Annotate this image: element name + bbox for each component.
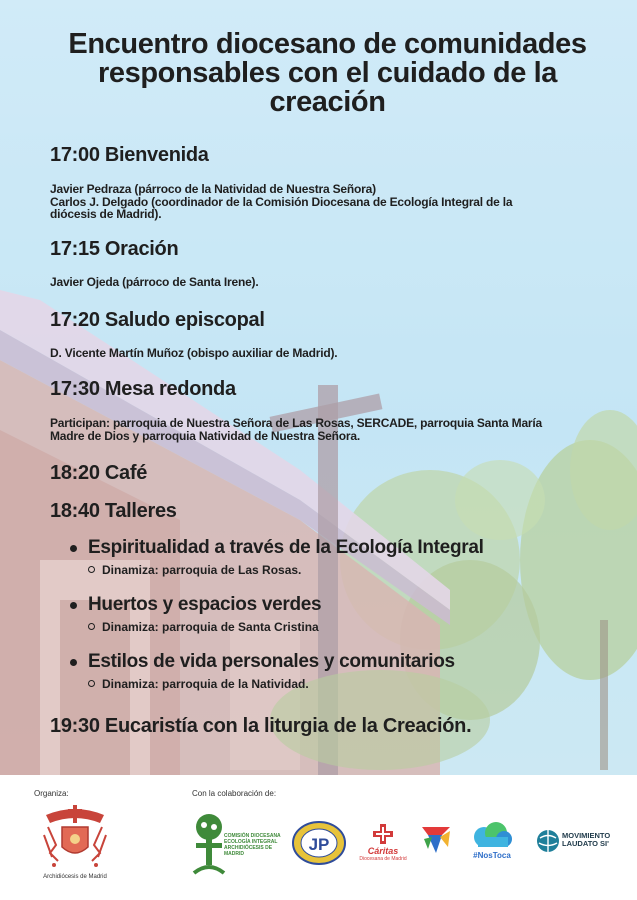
caritas-subtitle: Diocesana de Madrid [359,856,407,862]
taller-dinamiza: Dinamiza: parroquia de Santa Cristina [70,620,590,634]
organiza-label: Organiza: [34,789,69,798]
taller-name: Espiritualidad a través de la Ecología Integral [70,538,590,558]
agenda-item [50,378,610,442]
comision-line: COMISIÓN DIOCESANA [224,833,281,839]
taller-item [70,595,590,634]
agenda-item [50,309,610,360]
agenda-detail [50,183,610,221]
mls-line: MOVIMIENTO [562,831,611,840]
event-title [40,30,615,117]
agenda-detail [50,347,610,360]
detail-line: Javier Ojeda (párroco de Santa Irene). [50,275,259,289]
agenda-item [50,144,610,221]
agenda-time: 17:30 Mesa redonda [50,378,236,400]
jp-text: JP [308,835,330,854]
agenda-time: 17:00 Bienvenida [50,144,209,166]
taller-item [70,538,590,577]
taller-item [70,652,590,691]
agenda-detail [50,417,610,442]
agenda-time: 17:20 Saludo episcopal [50,309,265,331]
comision-line: ECOLOGÍA INTEGRAL [224,839,278,845]
nostoca-text: #NosToca [473,851,511,860]
footer [0,775,637,900]
archdiocese-coat-of-arms-icon [40,805,110,871]
detail-line: Carlos J. Delgado (coordinador de la Comisión Diocesana de Ecología Integral de la [50,194,513,209]
colaboracion-label: Con la colaboración de: [192,789,277,798]
nostoca-cloud-icon [472,821,512,849]
comision-line: ARCHIDIÓCESIS DE MADRID [224,845,273,857]
caritas-caption [356,846,410,862]
closing-time: 19:30 Eucaristía con la liturgia de la Creación. [50,715,472,737]
organizer-caption: Archidiócesis de Madrid [43,874,107,880]
detail-line: Javier Pedraza (párroco de la Natividad de Nuestra Señora) [50,182,376,196]
laudato-si-globe-icon [536,829,560,853]
detail-line: D. Vicente Martín Muñoz (obispo auxiliar de Madrid). [50,346,338,360]
agenda-item [50,500,610,522]
justicia-paz-seal-icon [292,821,346,865]
agenda-time: 18:20 Café [50,462,148,484]
taller-name: Estilos de vida personales y comunitarios [70,652,590,672]
agenda-time: 18:40 Talleres [50,500,177,522]
taller-dinamiza: Dinamiza: parroquia de Las Rosas. [70,563,590,577]
title-line-1: Encuentro diocesano de comunidades [68,28,587,60]
detail-line: diócesis de Madrid). [50,207,162,221]
closing-item [50,715,610,737]
ecologia-integral-tree-icon [192,813,226,877]
caritas-name: Cáritas [367,846,399,856]
detail-line: Madre de Dios y parroquia Natividad de Nuestra Señora. [50,428,360,443]
laudato-si-caption [562,832,622,848]
taller-name: Huertos y espacios verdes [70,595,590,615]
agenda-detail [50,276,610,289]
taller-dinamiza: Dinamiza: parroquia de la Natividad. [70,677,590,691]
mls-line: LAUDATO SI' [562,839,609,848]
agenda-item [50,462,610,484]
colorful-geometric-logo-icon [420,825,452,855]
title-line-3: creación [269,86,386,118]
detail-line: Participan: parroquia de Nuestra Señora de Las Rosas, SERCADE, parroquia Santa María [50,416,543,430]
comision-caption [224,833,284,857]
agenda-time: 17:15 Oración [50,238,179,260]
title-line-2: responsables con el cuidado de la [98,57,557,89]
caritas-cross-icon [372,823,394,845]
agenda-item [50,238,610,289]
